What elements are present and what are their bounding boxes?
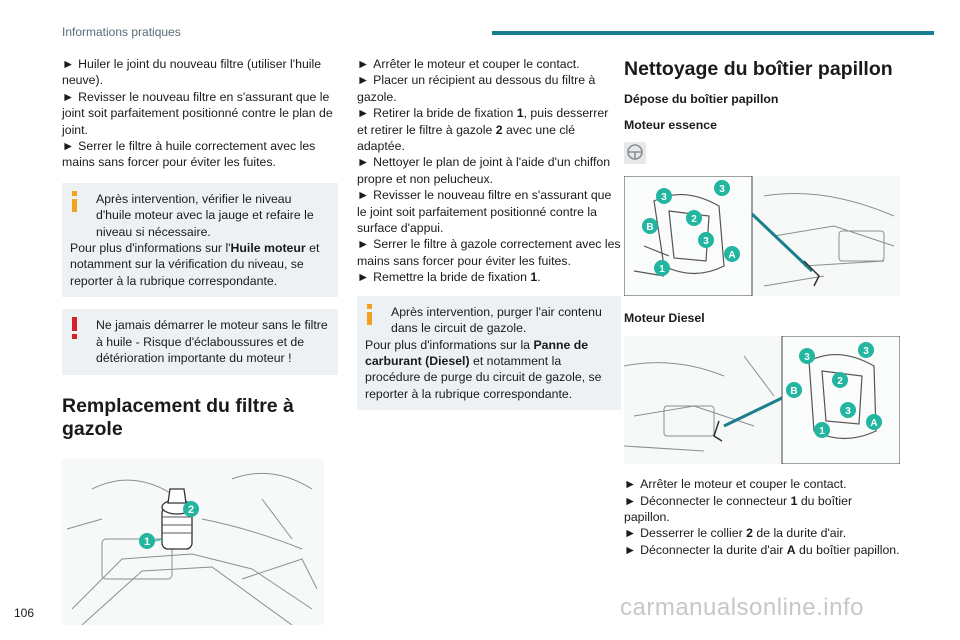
callout-label: A (870, 418, 878, 430)
arrow-icon: ► (357, 57, 370, 71)
arrow-icon: ► (62, 89, 75, 104)
callout-label: 1 (659, 263, 665, 275)
column-2 (357, 56, 621, 410)
step: ► Serrer le filtre à huile correctement avec les mains sans forcer pour éviter les fuites. (62, 139, 316, 170)
step: ► Desserrer le collier 2 de la durite d'air. (624, 526, 847, 541)
throttle-body-illustration (624, 336, 900, 464)
info-icon (364, 304, 376, 326)
engine-label-essence: Moteur essence (624, 118, 717, 133)
arrow-icon: ► (624, 526, 637, 541)
callout-label: B (790, 386, 798, 398)
step: ► Serrer le filtre à gazole correctement avec les mains sans forcer pour éviter les fuites. (357, 237, 621, 268)
callout-label: 3 (703, 235, 709, 247)
section-heading: Remplacement du filtre à gazole (62, 394, 294, 440)
throttle-body-figure-essence (624, 176, 900, 296)
callout-label: 1 (819, 426, 825, 438)
step: ► Déconnecter le connecteur 1 du boîtier papillon. (624, 493, 853, 525)
warning-box: Ne jamais démarrer le moteur sans le filtre à huile - Risque d'éclaboussures et de détérioration importante du moteur ! (62, 309, 338, 374)
callout-label: 3 (845, 406, 851, 418)
info-icon (69, 191, 81, 213)
column-1 (62, 56, 338, 625)
arrow-icon: ► (357, 73, 370, 88)
arrow-icon: ► (357, 155, 370, 170)
arrow-icon: ► (624, 477, 637, 492)
arrow-icon: ► (357, 106, 370, 121)
step: ► Revisser le nouveau filtre en s'assurant que le joint soit parfaitement positionné contre la surface d'appui. (357, 188, 612, 236)
throttle-steps (624, 476, 900, 558)
arrow-icon: ► (357, 270, 370, 285)
callout-label: 1 (143, 535, 151, 548)
callout-label: B (646, 221, 654, 233)
callout-label: 2 (837, 376, 843, 388)
step: ► Placer un récipient au dessous du filtre à gazole. (357, 73, 596, 104)
watermark: carmanualsonline.info (620, 594, 864, 621)
steering-wheel-icon (624, 142, 646, 164)
arrow-icon: ► (357, 188, 370, 203)
step: ► Remettre la bride de fixation 1. (357, 270, 541, 285)
column-3 (624, 56, 900, 558)
callout-label: 3 (804, 352, 810, 364)
callout-label: 3 (863, 346, 869, 358)
page-number: 106 (14, 606, 35, 620)
step: ► Arrêter le moteur et couper le contact. (357, 57, 580, 71)
engine-label-diesel: Moteur Diesel (624, 310, 705, 325)
throttle-body-figure-diesel (624, 336, 900, 464)
arrow-icon: ► (62, 139, 75, 154)
callout-label: 2 (187, 503, 195, 516)
arrow-icon: ► (624, 493, 637, 508)
warning-icon (69, 317, 81, 339)
callout-label: 3 (719, 183, 725, 195)
step: ► Déconnecter la durite d'air A du boîtier papillon. (624, 542, 900, 557)
step: ► Nettoyer le plan de joint à l'aide d'un chiffon propre et non pelucheux. (357, 155, 611, 186)
step: ► Arrêter le moteur et couper le contact. (624, 477, 847, 492)
throttle-body-illustration (624, 176, 900, 296)
step: ► Retirer la bride de fixation 1, puis desserrer et retirer le filtre à gazole 2 avec une clé adaptée. (357, 106, 609, 154)
arrow-icon: ► (357, 237, 370, 252)
step: ► Revisser le nouveau filtre en s'assurant que le joint soit parfaitement positionné contre le plan de joint. (62, 89, 333, 137)
arrow-icon: ► (624, 542, 637, 557)
subheading: Dépose du boîtier papillon (624, 92, 779, 106)
fuel-filter-figure (62, 459, 324, 625)
header-accent-bar (492, 31, 934, 35)
info-box: Après intervention, vérifier le niveau d'huile moteur avec la jauge et refaire le niveau si nécessaire. Pour plus d'informations sur l'Huile moteur et notamment sur la vérification du niveau, se reporter à la rubrique correspondante. (62, 183, 338, 297)
callout-label: 2 (691, 213, 697, 225)
header-title: Informations pratiques (62, 25, 181, 39)
callout-label: 3 (661, 191, 667, 203)
arrow-icon: ► (62, 57, 75, 71)
step: ► Huiler le joint du nouveau filtre (utiliser l'huile neuve). (62, 57, 322, 88)
section-heading: Nettoyage du boîtier papillon (624, 58, 893, 80)
fuel-filter-illustration (62, 459, 324, 625)
callout-label: A (728, 249, 736, 261)
info-box: Après intervention, purger l'air contenu dans le circuit de gazole. Pour plus d'informations sur la Panne de carburant (Diesel) et notamment la procédure de purge du circuit de gazole, se reporter à la rubrique correspondante. (357, 296, 621, 410)
